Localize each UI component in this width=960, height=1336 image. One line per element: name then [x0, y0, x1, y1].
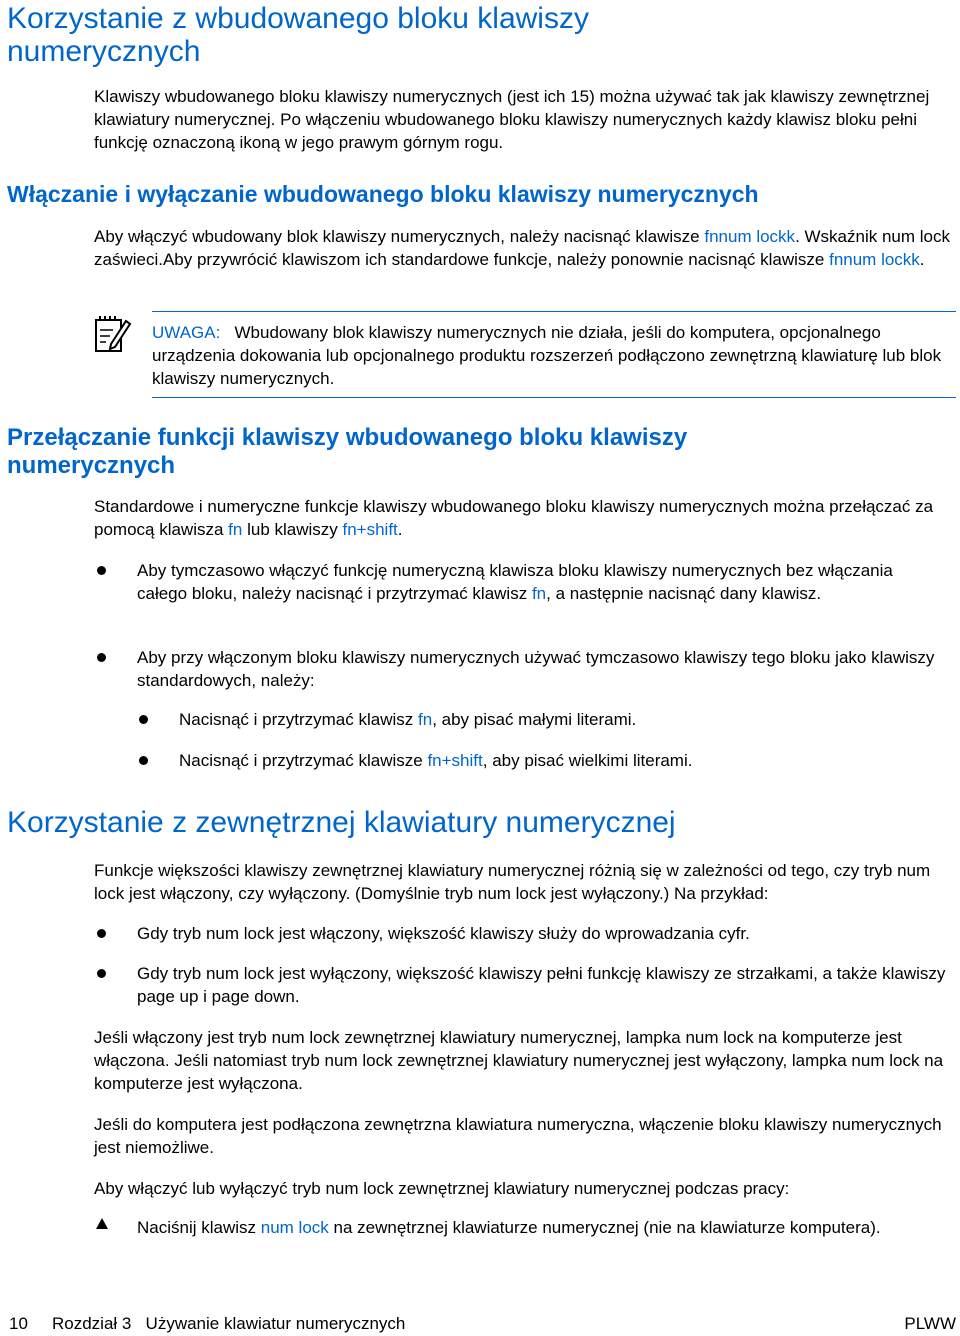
list-item — [179, 749, 939, 772]
text: . — [919, 250, 925, 269]
key-name: fn — [531, 584, 547, 603]
key-name: fnnum lockk — [829, 250, 920, 269]
page-number: 10 — [9, 1314, 28, 1333]
bullet-icon — [97, 929, 106, 938]
subsection-title: Włączanie i wyłączanie wbudowanego bloku klawiszy numerycznych — [7, 181, 759, 207]
list-item: Gdy tryb num lock jest wyłączony, większość klawiszy pełni funkcję klawiszy ze strzałkami, a także klawiszy page up i page down. — [137, 964, 946, 1006]
title-line: Korzystanie z wbudowanego bloku klawiszy — [7, 2, 589, 35]
paragraph: Klawiszy wbudowanego bloku klawiszy numerycznych (jest ich 15) można używać tak jak klawiszy zewnętrznej klawiatury numerycznej. Po włączeniu wbudowanego bloku klawiszy numerycznych każdy klawisz bloku pełni funkcję oznaczoną ikoną w jego prawym górnym rogu. — [94, 87, 930, 152]
paragraph: Funkcje większości klawiszy zewnętrznej klawiatury numerycznej różnią się w zależności od tego, czy tryb num lock jest włączony, czy wyłączony. (Domyślnie tryb num lock jest wyłączony.) Na przykład: — [94, 861, 931, 903]
bullet-icon — [97, 566, 106, 575]
text: lub klawiszy — [242, 520, 343, 539]
list-item: Gdy tryb num lock jest włączony, większość klawiszy służy do wprowadzania cyfr. — [137, 924, 750, 943]
bullet-icon — [97, 653, 106, 662]
text: na zewnętrznej klawiaturze numerycznej (nie na klawiaturze komputera). — [328, 1218, 881, 1237]
list-item — [179, 708, 939, 731]
key-name: fn — [418, 710, 433, 729]
text: , a następnie nacisnąć dany klawisz. — [546, 584, 822, 603]
key-name: fn — [228, 520, 243, 539]
section-title — [7, 2, 589, 68]
key-name: fn+shift — [427, 751, 483, 770]
step-triangle-icon — [96, 1218, 108, 1229]
chapter-title: Rozdział 3 Używanie klawiatur numerycznych — [52, 1314, 406, 1333]
title-line: numerycznych — [7, 452, 176, 479]
text: Nacisnąć i przytrzymać klawisze — [179, 751, 428, 770]
note-pencil-icon — [93, 313, 133, 355]
text: , aby pisać wielkimi literami. — [482, 751, 693, 770]
paragraph — [94, 225, 956, 271]
text: Wbudowany blok klawiszy numerycznych nie działa, jeśli do komputera, opcjonalnego urządzenia dokowania lub opcjonalnego produktu rozszerzeń podłączono zewnętrzną klawiaturę lub blok klawiszy numerycznych. — [152, 323, 942, 388]
paragraph: Jeśli włączony jest tryb num lock zewnętrznej klawiatury numerycznej, lampka num lock na komputerze jest włączona. Jeśli natomiast tryb num lock zewnętrznej klawiatury numerycznej jest wyłączony, lampka num lock na komputerze jest wyłączona. — [94, 1028, 944, 1093]
subsection-title — [7, 424, 687, 480]
list-item — [137, 559, 937, 605]
note-bottom-rule — [152, 397, 956, 398]
list-item: Aby przy włączonym bloku klawiszy numerycznych używać tymczasowo klawiszy tego bloku jako klawiszy standardowych, należy: — [137, 648, 935, 690]
text: , aby pisać małymi literami. — [432, 710, 637, 729]
text: Standardowe i numeryczne funkcje klawiszy wbudowanego bloku klawiszy numerycznych można przełączać za pomocą klawisza — [94, 497, 934, 539]
key-name: num lock — [260, 1218, 329, 1237]
paragraph: Jeśli do komputera jest podłączona zewnętrzna klawiatura numeryczna, włączenie bloku klawiszy numerycznych jest niemożliwe. — [94, 1115, 942, 1157]
bullet-icon — [97, 969, 106, 978]
key-name: fnnum lockk — [704, 227, 796, 246]
procedure-step — [137, 1216, 959, 1239]
text: Aby tymczasowo włączyć funkcję numeryczną klawisza bloku klawiszy numerycznych bez włączania całego bloku, należy nacisnąć i przytrzymać klawisz — [137, 561, 893, 603]
note-top-rule — [152, 311, 956, 312]
title-line: numerycznych — [7, 35, 201, 68]
paragraph — [94, 495, 956, 541]
text: . Wskaźnik num lock zaświeci.Aby przywrócić klawiszom ich standardowe funkcje, należy ponownie nacisnąć klawisze — [94, 227, 950, 269]
paragraph: Aby włączyć lub wyłączyć tryb num lock zewnętrznej klawiatury numerycznej podczas pracy: — [94, 1179, 790, 1198]
note-label: UWAGA: — [152, 323, 221, 342]
text: Aby włączyć wbudowany blok klawiszy numerycznych, należy nacisnąć klawisze — [94, 227, 705, 246]
bullet-icon — [139, 756, 148, 765]
text: . — [397, 520, 403, 539]
title-line: Przełączanie funkcji klawiszy wbudowanego bloku klawiszy — [7, 424, 688, 451]
text: Nacisnąć i przytrzymać klawisz — [179, 710, 418, 729]
section-title: Korzystanie z zewnętrznej klawiatury numerycznej — [7, 806, 676, 839]
bullet-icon — [139, 715, 148, 724]
note-text — [152, 321, 956, 390]
text: Naciśnij klawisz — [137, 1218, 261, 1237]
doc-code: PLWW — [904, 1314, 956, 1333]
key-name: fn+shift — [342, 520, 398, 539]
